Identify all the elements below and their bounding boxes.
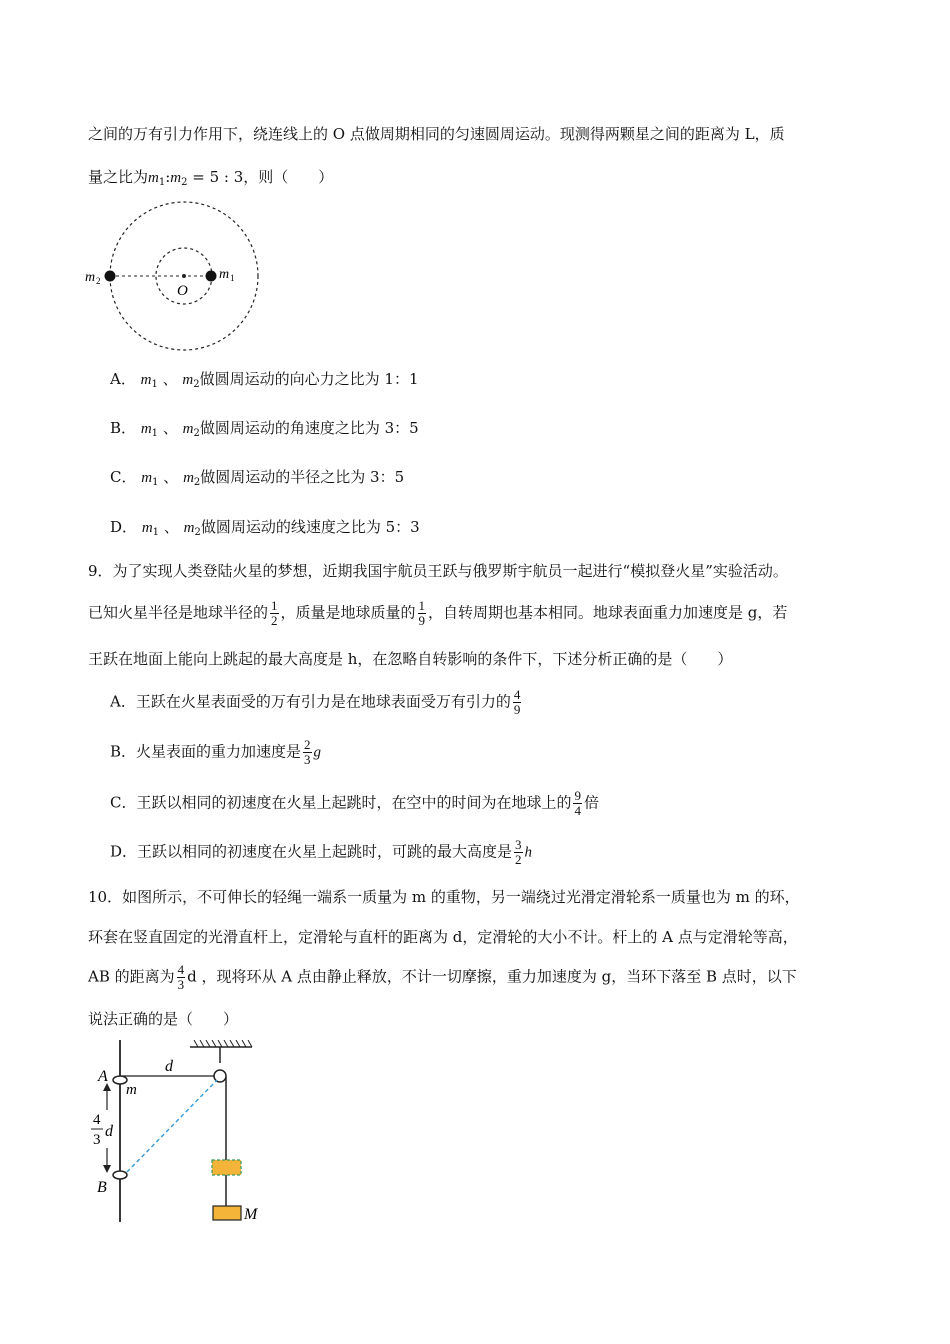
q9-option-b[interactable]: B．火星表面的重力加速度是 $\frac{2}{3}$ g [110,737,322,767]
q8-option-b[interactable]: B． $m_1$ 、 $m_2$做圆周运动的角速度之比为 3：5 [110,419,419,439]
arrow-down-head [103,1165,111,1173]
q9-line2: 已知火星半径是地球半径的 $\frac{1}{2}$ ，质量是地球质量的 $\frac{1}{9}$ ，自转周期也基本相同。地球表面重力加速度是 g，若 [88,598,788,628]
q8-option-d[interactable]: D． $m_1$ 、 $m_2$做圆周运动的线速度之比为 5：3 [110,518,420,538]
ceiling-hatch [194,1040,252,1047]
mass-M [213,1206,241,1220]
q8-line2: 量之比为$m_1:m_2 = 5$ : 3，则（ ） [88,168,334,188]
q10-line2: 环套在竖直固定的光滑直杆上，定滑轮与直杆的距离为 d，定滑轮的大小不计。杆上的 A 点与定滑轮等高， [88,928,798,946]
label-m1: m [219,267,230,282]
ring-at-A [113,1076,127,1084]
label-frac-den: 3 [93,1132,101,1148]
star-m1 [206,271,217,282]
q9-line3: 王跃在地面上能向上跳起的最大高度是 h，在忽略自转影响的条件下，下述分析正确的是（ ） [88,650,733,668]
pulley-figure [80,1040,280,1230]
ratio-m2: m [170,170,182,186]
q8-option-a[interactable]: A． $m_1$ 、 $m_2$做圆周运动的向心力之比为 1：1 [110,370,419,390]
q8-option-c[interactable]: C． $m_1$ 、 $m_2$做圆周运动的半径之比为 3：5 [110,468,405,488]
label-A: A [98,1068,108,1085]
label-B: B [97,1179,107,1196]
q10-line4: 说法正确的是（ ） [88,1010,239,1028]
q9-line1: 9．为了实现人类登陆火星的梦想，近期我国宇航员王跃与俄罗斯宇航员一起进行“模拟登火星”实验活动。 [88,562,788,580]
mass-dashed-position [212,1160,241,1175]
frac-ab: $\frac{4}{3}$ [177,962,185,992]
ratio-value: = 5 : 3 [187,168,244,186]
ratio-m1: m [148,170,159,186]
label-frac-d: d [105,1123,113,1140]
frac-mass: $\frac{1}{9}$ [418,598,426,628]
q9-option-c[interactable]: C．王跃以相同的初速度在火星上起跳时，在空中的时间为在地球上的 $\frac{9}{4}$ 倍 [110,788,599,818]
svg-text:1: 1 [230,273,235,283]
center-point-O [182,274,186,278]
q8-line2-prefix: 量之比为 [88,168,149,186]
label-m2: m [85,270,96,285]
label-O: O [177,283,188,299]
svg-text:2: 2 [96,276,101,286]
binary-star-figure [80,198,270,358]
q10-line3: AB 的距离为 $\frac{4}{3}$ d ，现将环从 A 点由静止释放，不计一切摩擦，重力加速度为 g，当环下落至 B 点时，以下 [88,962,797,992]
pulley [214,1070,226,1082]
q8-line1: 之间的万有引力作用下，绕连线上的 O 点做周期相同的匀速圆周运动。现测得两颗星之间的距离为 L，质 [88,125,785,143]
q8-line2-suffix: ，则（ ） [243,168,334,186]
q9-option-a[interactable]: A．王跃在火星表面受的万有引力是在地球表面受万有引力的 $\frac{4}{9}$ [110,687,521,717]
frac-radius: $\frac{1}{2}$ [271,598,278,628]
rope-dashed-to-B [127,1080,217,1172]
q9-option-d[interactable]: D．王跃以相同的初速度在火星上起跳时，可跳的最大高度是 $\frac{3}{2}$ h [110,837,533,867]
label-frac-num: 4 [93,1112,101,1128]
label-d: d [165,1058,173,1075]
ring-at-B [113,1171,127,1179]
label-m: m [126,1082,137,1098]
q10-line1: 10．如图所示，不可伸长的轻绳一端系一质量为 m 的重物，另一端绕过光滑定滑轮系一质量也为 m 的环， [88,888,800,906]
label-M: M [244,1206,258,1223]
star-m2 [105,271,116,282]
